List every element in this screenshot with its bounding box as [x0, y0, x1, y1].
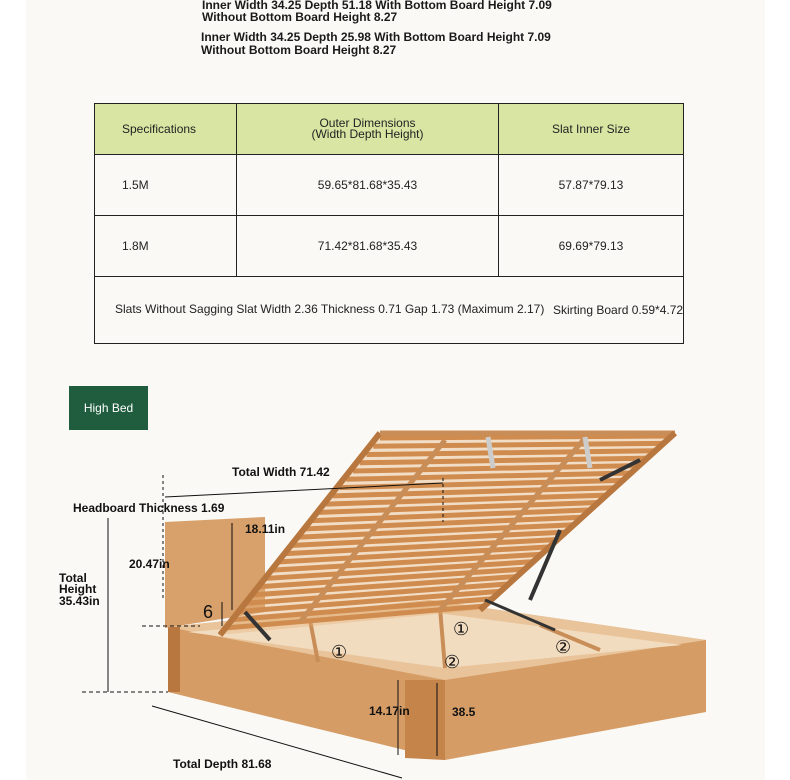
spec-line-1: Inner Width 34.25 Depth 51.18 With Bottom Board Height 7.09: [202, 0, 552, 12]
six-label: 6: [203, 602, 214, 622]
height-18-label: 18.11in: [245, 522, 286, 536]
height-20-label: 20.47in: [129, 557, 170, 571]
header-outer-line1: Outer Dimensions: [319, 116, 416, 130]
headboard-thickness-label: Headboard Thickness 1.69: [73, 501, 225, 515]
spec-line-3: Inner Width 34.25 Depth 25.98 With Bottom Board Height 7.09: [201, 30, 551, 44]
total-height-label: [59, 573, 100, 607]
row-outer: 71.42*81.68*35.43: [237, 216, 499, 277]
high-bed-badge: High Bed: [69, 386, 148, 430]
slat: [380, 436, 672, 438]
compartment-1-right: ①: [453, 619, 470, 639]
total-height-line3: 35.43in: [59, 594, 100, 608]
total-height-line2: Height: [59, 582, 97, 596]
total-height-line1: Total: [59, 571, 87, 585]
header-outer-line2: (Width Depth Height): [311, 127, 424, 141]
total-width-label: Total Width 71.42: [232, 465, 330, 479]
total-depth-label: Total Depth 81.68: [173, 757, 272, 771]
compartment-1-left: ①: [331, 642, 348, 662]
spec-line-2: Without Bottom Board Height 8.27: [202, 10, 398, 24]
compartment-2-right: ②: [555, 637, 572, 657]
slat: [373, 443, 664, 446]
row-outer: 59.65*81.68*35.43: [237, 155, 499, 216]
compartment-2-left: ②: [444, 652, 461, 672]
row-spec: 1.8M: [95, 216, 237, 277]
spec-line-4: Without Bottom Board Height 8.27: [201, 43, 397, 57]
row-spec: 1.5M: [95, 155, 237, 216]
bed-corner-post: [405, 680, 445, 760]
header-specifications: Specifications: [95, 104, 237, 155]
row-slat: 69.69*79.13: [499, 216, 684, 277]
row-slat: 57.87*79.13: [499, 155, 684, 216]
note-slats: Slats Without Sagging Slat Width 2.36 Thickness 0.71 Gap 1.73 (Maximum 2.17): [115, 302, 545, 316]
height-14-label: 14.17in: [369, 704, 410, 718]
header-slat-inner-size: Slat Inner Size: [499, 104, 684, 155]
height-38-label: 38.5: [452, 705, 476, 719]
note-skirting: Skirting Board 0.59*4.72: [553, 303, 684, 317]
